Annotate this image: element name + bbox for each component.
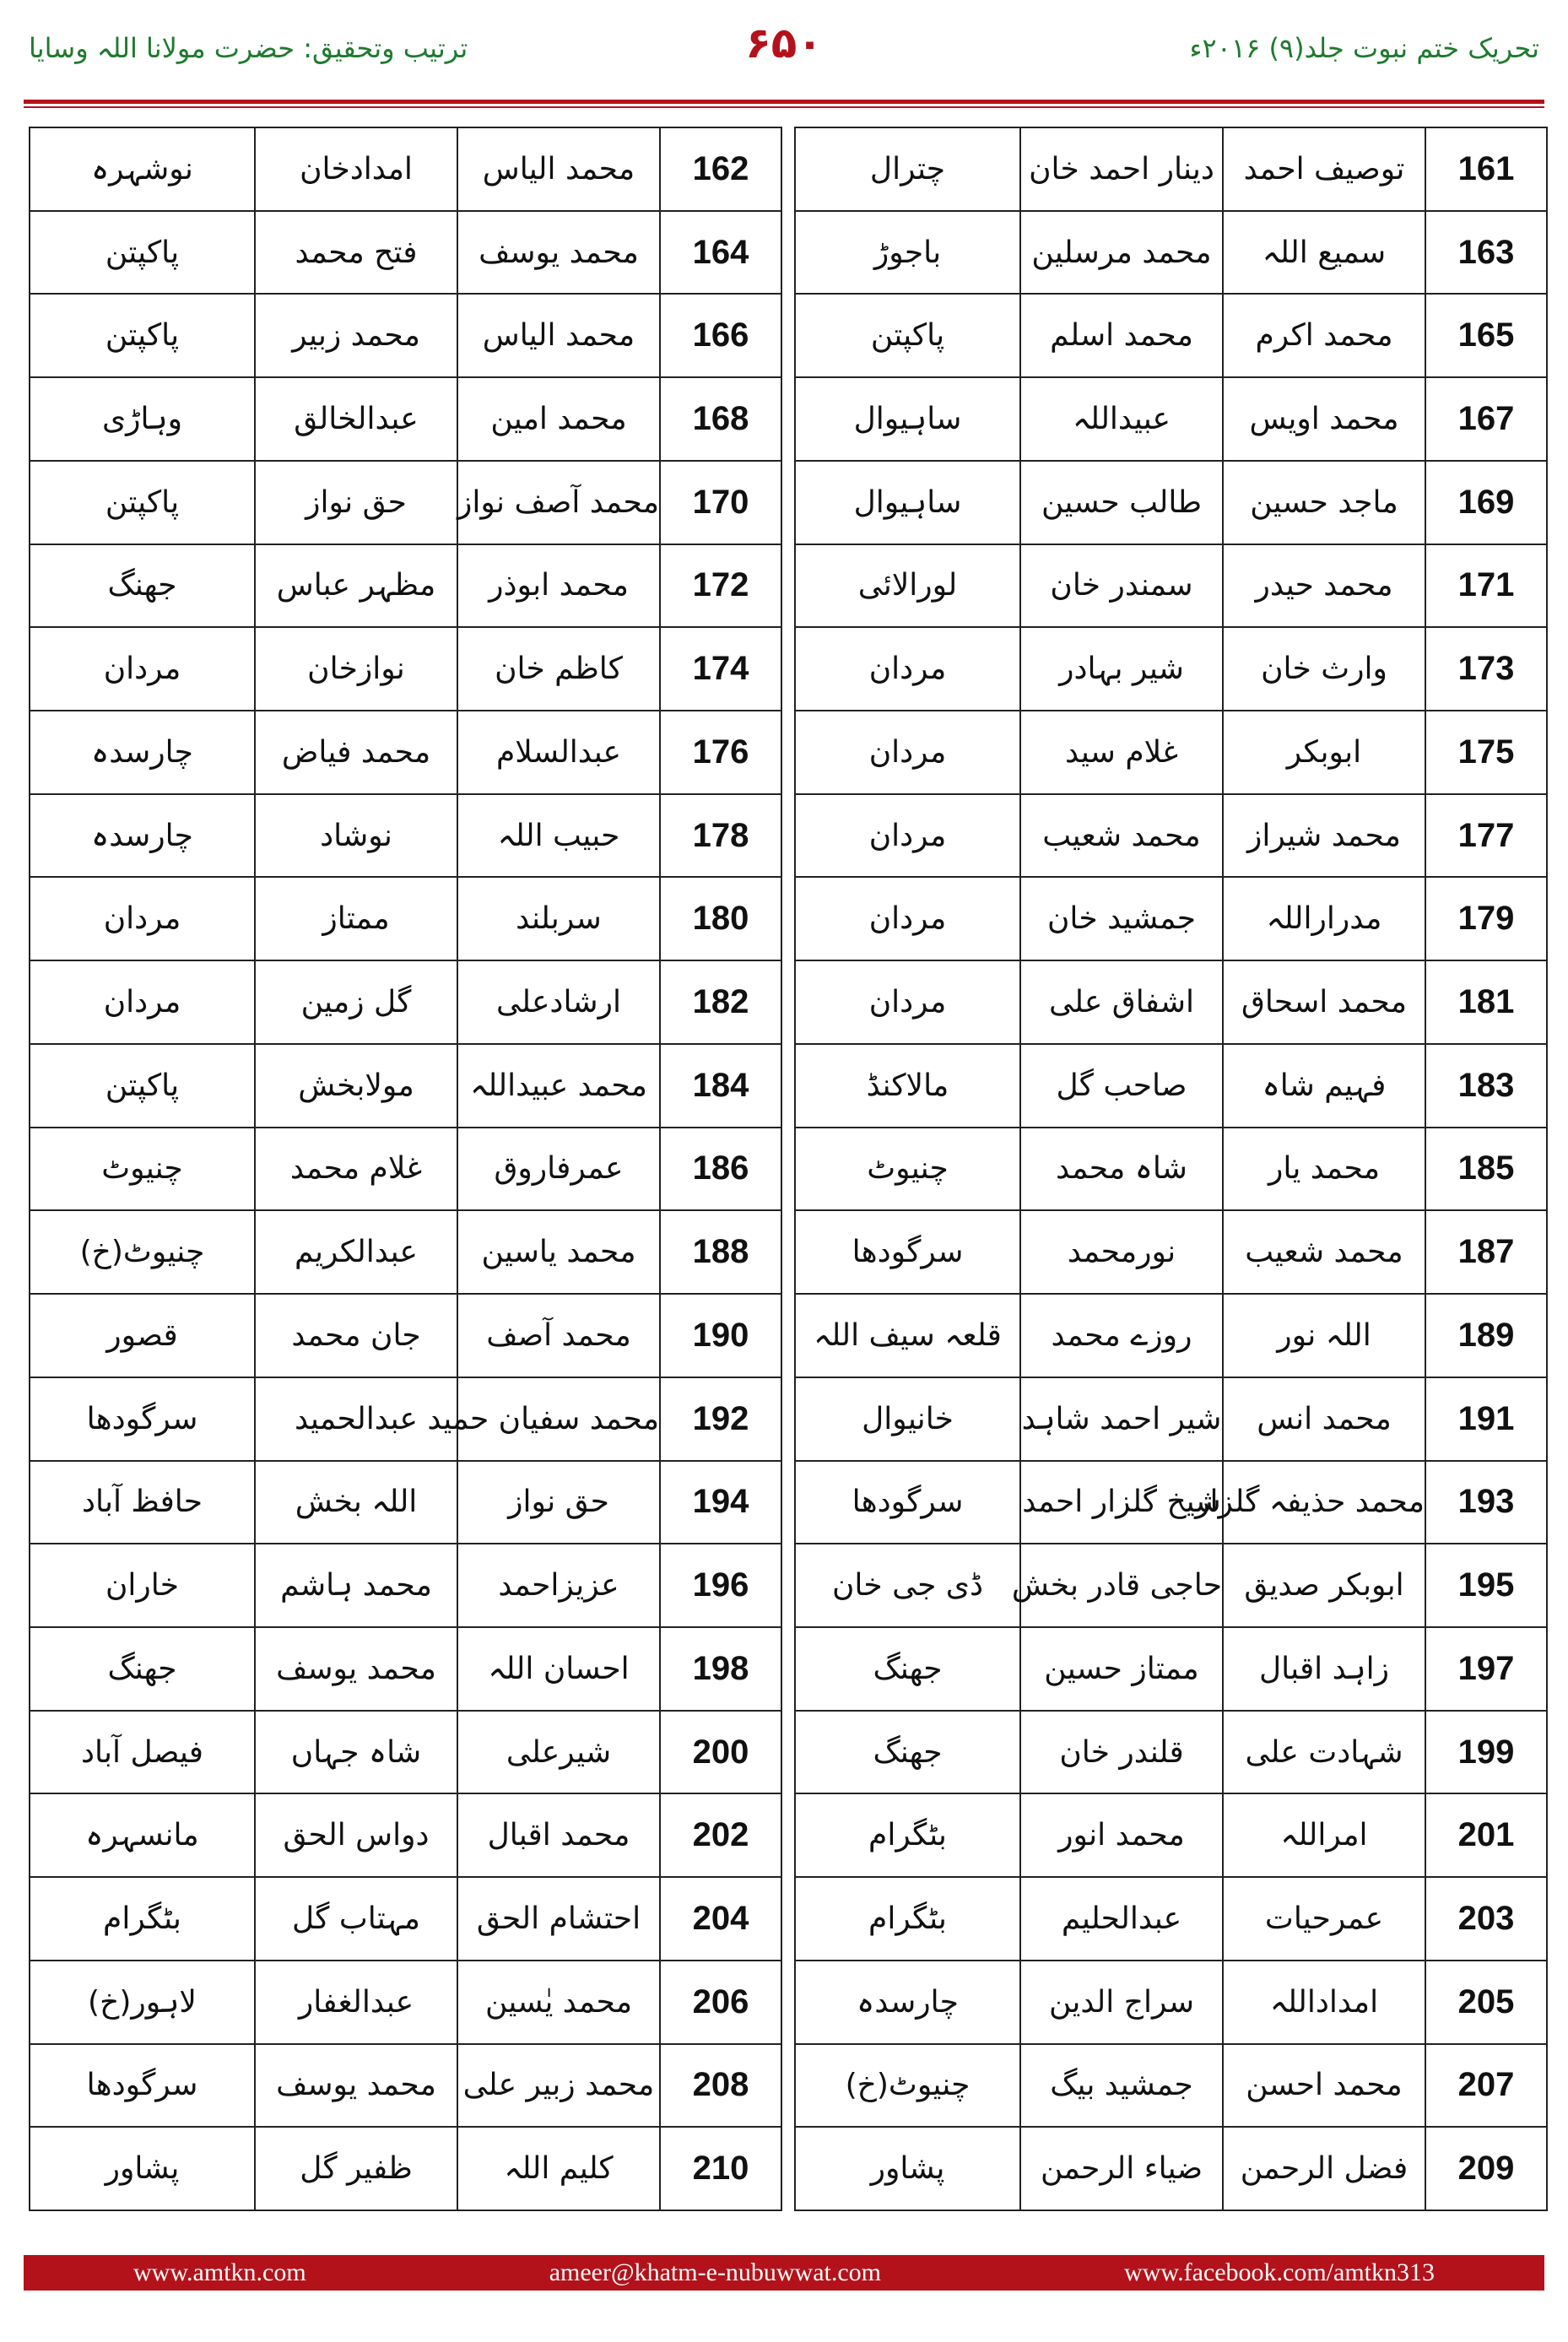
city-cell: چنیوٹ(خ) bbox=[795, 2044, 1020, 2128]
name-cell: محمد ابوذر bbox=[457, 544, 660, 628]
father-name-cell: شاہ محمد bbox=[1020, 1128, 1223, 1211]
serial-number-cell: 178 bbox=[660, 794, 781, 878]
name-cell: محمد اسحاق bbox=[1223, 960, 1425, 1044]
father-name-cell: محمد زبیر bbox=[255, 294, 457, 377]
name-cell: ماجد حسین bbox=[1223, 461, 1425, 544]
table-row bbox=[30, 294, 781, 377]
table-row bbox=[30, 544, 781, 628]
city-cell: سرگودھا bbox=[30, 1377, 255, 1461]
father-name-cell: جمشید بیگ bbox=[1020, 2044, 1223, 2128]
father-name-cell: عبدالغفار bbox=[255, 1961, 457, 2044]
father-name-cell: عبدالحلیم bbox=[1020, 1877, 1223, 1961]
father-name-cell: ضیاء الرحمن bbox=[1020, 2127, 1223, 2210]
serial-number-cell: 168 bbox=[660, 377, 781, 461]
name-cell: فہیم شاہ bbox=[1223, 1044, 1425, 1128]
name-cell: حق نواز bbox=[457, 1461, 660, 1544]
table-row bbox=[795, 1793, 1547, 1877]
father-name-cell: عبیداللہ bbox=[1020, 377, 1223, 461]
table-row bbox=[795, 627, 1547, 711]
left-table-panel bbox=[29, 127, 774, 2211]
table-row bbox=[795, 794, 1547, 878]
table-row bbox=[795, 877, 1547, 960]
table-row bbox=[795, 294, 1547, 377]
table-row bbox=[30, 461, 781, 544]
father-name-cell: شیر بہادر bbox=[1020, 627, 1223, 711]
serial-number-cell: 198 bbox=[660, 1627, 781, 1711]
serial-number-cell: 188 bbox=[660, 1210, 781, 1294]
table-row bbox=[795, 1294, 1547, 1377]
table-row bbox=[30, 1210, 781, 1294]
city-cell: بٹگرام bbox=[795, 1793, 1020, 1877]
father-name-cell: مولابخش bbox=[255, 1044, 457, 1128]
name-cell: کاظم خان bbox=[457, 627, 660, 711]
serial-number-cell: 193 bbox=[1425, 1461, 1547, 1544]
name-cell: عمرفاروق bbox=[457, 1128, 660, 1211]
father-name-cell: محمد انور bbox=[1020, 1793, 1223, 1877]
table-row bbox=[30, 1711, 781, 1794]
names-grid bbox=[29, 127, 1539, 2211]
table-row bbox=[30, 1461, 781, 1544]
city-cell: پاکپتن bbox=[30, 1044, 255, 1128]
father-name-cell: مظہر عباس bbox=[255, 544, 457, 628]
city-cell: مالاکنڈ bbox=[795, 1044, 1020, 1128]
father-name-cell: محمد فیاض bbox=[255, 711, 457, 794]
serial-number-cell: 208 bbox=[660, 2044, 781, 2128]
table-row bbox=[30, 1544, 781, 1627]
father-name-cell: غلام سید bbox=[1020, 711, 1223, 794]
father-name-cell: امدادخان bbox=[255, 127, 457, 211]
table-row bbox=[30, 1044, 781, 1128]
serial-number-cell: 180 bbox=[660, 877, 781, 960]
father-name-cell: اللہ بخش bbox=[255, 1461, 457, 1544]
father-name-cell: نورمحمد bbox=[1020, 1210, 1223, 1294]
serial-number-cell: 205 bbox=[1425, 1961, 1547, 2044]
city-cell: لاہور(خ) bbox=[30, 1961, 255, 2044]
name-cell: محمد اویس bbox=[1223, 377, 1425, 461]
father-name-cell: حاجی قادر بخش bbox=[1020, 1544, 1223, 1627]
father-name-cell: محمد ہاشم bbox=[255, 1544, 457, 1627]
name-cell: وارث خان bbox=[1223, 627, 1425, 711]
serial-number-cell: 195 bbox=[1425, 1544, 1547, 1627]
serial-number-cell: 207 bbox=[1425, 2044, 1547, 2128]
city-cell: سرگودھا bbox=[30, 2044, 255, 2128]
name-cell: محمد یار bbox=[1223, 1128, 1425, 1211]
city-cell: جھنگ bbox=[30, 544, 255, 628]
serial-number-cell: 181 bbox=[1425, 960, 1547, 1044]
city-cell: قلعہ سیف اللہ bbox=[795, 1294, 1020, 1377]
city-cell: بٹگرام bbox=[30, 1877, 255, 1961]
serial-number-cell: 185 bbox=[1425, 1128, 1547, 1211]
father-name-cell: محمد شعیب bbox=[1020, 794, 1223, 878]
city-cell: خاران bbox=[30, 1544, 255, 1627]
city-cell: حافظ آباد bbox=[30, 1461, 255, 1544]
serial-number-cell: 164 bbox=[660, 211, 781, 295]
father-name-cell: عبدالحمید bbox=[255, 1377, 457, 1461]
city-cell: پاکپتن bbox=[30, 461, 255, 544]
serial-number-cell: 166 bbox=[660, 294, 781, 377]
city-cell: پشاور bbox=[795, 2127, 1020, 2210]
serial-number-cell: 171 bbox=[1425, 544, 1547, 628]
right-names-table bbox=[794, 127, 1548, 2211]
city-cell: جھنگ bbox=[795, 1627, 1020, 1711]
name-cell: شیرعلی bbox=[457, 1711, 660, 1794]
table-row bbox=[795, 1544, 1547, 1627]
name-cell: محمد الیاس bbox=[457, 127, 660, 211]
city-cell: باجوڑ bbox=[795, 211, 1020, 295]
city-cell: مردان bbox=[795, 711, 1020, 794]
name-cell: ابوبکر bbox=[1223, 711, 1425, 794]
name-cell: توصیف احمد bbox=[1223, 127, 1425, 211]
father-name-cell: اشفاق علی bbox=[1020, 960, 1223, 1044]
table-row bbox=[795, 1128, 1547, 1211]
name-cell: محمد حیدر bbox=[1223, 544, 1425, 628]
city-cell: قصور bbox=[30, 1294, 255, 1377]
table-row bbox=[795, 2127, 1547, 2210]
book-title: تحریک ختم نبوت جلد(۹) ۲۰۱۶ء bbox=[1189, 32, 1539, 64]
name-cell: محمد امین bbox=[457, 377, 660, 461]
header-rule-thick bbox=[24, 100, 1544, 104]
father-name-cell: حق نواز bbox=[255, 461, 457, 544]
table-row bbox=[30, 127, 781, 211]
city-cell: فیصل آباد bbox=[30, 1711, 255, 1794]
serial-number-cell: 200 bbox=[660, 1711, 781, 1794]
serial-number-cell: 167 bbox=[1425, 377, 1547, 461]
table-row bbox=[795, 1961, 1547, 2044]
city-cell: خانیوال bbox=[795, 1377, 1020, 1461]
serial-number-cell: 184 bbox=[660, 1044, 781, 1128]
father-name-cell: سمندر خان bbox=[1020, 544, 1223, 628]
father-name-cell: عبدالکریم bbox=[255, 1210, 457, 1294]
father-name-cell: محمد اسلم bbox=[1020, 294, 1223, 377]
city-cell: چترال bbox=[795, 127, 1020, 211]
father-name-cell: قلندر خان bbox=[1020, 1711, 1223, 1794]
father-name-cell: شاہ جہاں bbox=[255, 1711, 457, 1794]
father-name-cell: طالب حسین bbox=[1020, 461, 1223, 544]
name-cell: محمد اکرم bbox=[1223, 294, 1425, 377]
father-name-cell: دواس الحق bbox=[255, 1793, 457, 1877]
name-cell: محمد آصف bbox=[457, 1294, 660, 1377]
city-cell: پشاور bbox=[30, 2127, 255, 2210]
name-cell: امراللہ bbox=[1223, 1793, 1425, 1877]
serial-number-cell: 174 bbox=[660, 627, 781, 711]
name-cell: احسان اللہ bbox=[457, 1627, 660, 1711]
table-row bbox=[795, 711, 1547, 794]
website-link[interactable]: www.amtkn.com bbox=[133, 2258, 306, 2286]
father-name-cell: محمد یوسف bbox=[255, 2044, 457, 2128]
serial-number-cell: 197 bbox=[1425, 1627, 1547, 1711]
serial-number-cell: 202 bbox=[660, 1793, 781, 1877]
header-rule-thin bbox=[24, 106, 1544, 108]
father-name-cell: محمد مرسلین bbox=[1020, 211, 1223, 295]
name-cell: محمد سفیان حمید bbox=[457, 1377, 660, 1461]
table-row bbox=[30, 1627, 781, 1711]
city-cell: چارسدہ bbox=[30, 711, 255, 794]
city-cell: وہاڑی bbox=[30, 377, 255, 461]
table-row bbox=[30, 1961, 781, 2044]
serial-number-cell: 190 bbox=[660, 1294, 781, 1377]
serial-number-cell: 186 bbox=[660, 1128, 781, 1211]
table-row bbox=[30, 2127, 781, 2210]
father-name-cell: نوازخان bbox=[255, 627, 457, 711]
serial-number-cell: 162 bbox=[660, 127, 781, 211]
city-cell: مردان bbox=[30, 960, 255, 1044]
city-cell: مردان bbox=[795, 877, 1020, 960]
name-cell: محمد آصف نواز bbox=[457, 461, 660, 544]
city-cell: ڈی جی خان bbox=[795, 1544, 1020, 1627]
page-header bbox=[0, 0, 1568, 105]
name-cell: کلیم اللہ bbox=[457, 2127, 660, 2210]
table-row bbox=[30, 627, 781, 711]
table-row bbox=[795, 127, 1547, 211]
serial-number-cell: 170 bbox=[660, 461, 781, 544]
table-row bbox=[795, 1044, 1547, 1128]
serial-number-cell: 210 bbox=[660, 2127, 781, 2210]
table-row bbox=[30, 960, 781, 1044]
serial-number-cell: 172 bbox=[660, 544, 781, 628]
serial-number-cell: 191 bbox=[1425, 1377, 1547, 1461]
serial-number-cell: 209 bbox=[1425, 2127, 1547, 2210]
father-name-cell: نوشاد bbox=[255, 794, 457, 878]
serial-number-cell: 187 bbox=[1425, 1210, 1547, 1294]
father-name-cell: سراج الدین bbox=[1020, 1961, 1223, 2044]
serial-number-cell: 192 bbox=[660, 1377, 781, 1461]
name-cell: عبدالسلام bbox=[457, 711, 660, 794]
city-cell: جھنگ bbox=[795, 1711, 1020, 1794]
table-row bbox=[795, 1377, 1547, 1461]
city-cell: مردان bbox=[795, 794, 1020, 878]
table-row bbox=[30, 794, 781, 878]
serial-number-cell: 201 bbox=[1425, 1793, 1547, 1877]
compiler-credit: ترتیب وتحقیق: حضرت مولانا اللہ وسایا bbox=[29, 32, 468, 64]
city-cell: پاکپتن bbox=[30, 294, 255, 377]
serial-number-cell: 161 bbox=[1425, 127, 1547, 211]
city-cell: سرگودھا bbox=[795, 1210, 1020, 1294]
father-name-cell: شیر احمد شاہد bbox=[1020, 1377, 1223, 1461]
serial-number-cell: 182 bbox=[660, 960, 781, 1044]
father-name-cell: غلام محمد bbox=[255, 1128, 457, 1211]
table-row bbox=[795, 1210, 1547, 1294]
father-name-cell: ظفیر گل bbox=[255, 2127, 457, 2210]
name-cell: محمد عبیداللہ bbox=[457, 1044, 660, 1128]
serial-number-cell: 169 bbox=[1425, 461, 1547, 544]
serial-number-cell: 199 bbox=[1425, 1711, 1547, 1794]
name-cell: عمرحیات bbox=[1223, 1877, 1425, 1961]
name-cell: سمیع اللہ bbox=[1223, 211, 1425, 295]
father-name-cell: ممتاز حسین bbox=[1020, 1627, 1223, 1711]
name-cell: محمد احسن bbox=[1223, 2044, 1425, 2128]
name-cell: ابوبکر صدیق bbox=[1223, 1544, 1425, 1627]
city-cell: لورالائی bbox=[795, 544, 1020, 628]
serial-number-cell: 163 bbox=[1425, 211, 1547, 295]
serial-number-cell: 165 bbox=[1425, 294, 1547, 377]
city-cell: چنیوٹ bbox=[795, 1128, 1020, 1211]
page-footer bbox=[24, 2255, 1544, 2291]
city-cell: چنیوٹ bbox=[30, 1128, 255, 1211]
serial-number-cell: 179 bbox=[1425, 877, 1547, 960]
city-cell: مردان bbox=[30, 627, 255, 711]
table-row bbox=[795, 211, 1547, 295]
name-cell: محمد حذیفہ گلزار bbox=[1223, 1461, 1425, 1544]
name-cell: زاہد اقبال bbox=[1223, 1627, 1425, 1711]
father-name-cell: ممتاز bbox=[255, 877, 457, 960]
father-name-cell: صاحب گل bbox=[1020, 1044, 1223, 1128]
serial-number-cell: 176 bbox=[660, 711, 781, 794]
father-name-cell: شیخ گلزار احمد bbox=[1020, 1461, 1223, 1544]
city-cell: پاکپتن bbox=[30, 211, 255, 295]
right-table-panel bbox=[794, 127, 1539, 2211]
table-row bbox=[30, 877, 781, 960]
serial-number-cell: 206 bbox=[660, 1961, 781, 2044]
name-cell: محمد یٰسین bbox=[457, 1961, 660, 2044]
father-name-cell: عبدالخالق bbox=[255, 377, 457, 461]
name-cell: محمد اقبال bbox=[457, 1793, 660, 1877]
left-names-table bbox=[29, 127, 782, 2211]
city-cell: مردان bbox=[795, 960, 1020, 1044]
father-name-cell: محمد یوسف bbox=[255, 1627, 457, 1711]
name-cell: عزیزاحمد bbox=[457, 1544, 660, 1627]
city-cell: مردان bbox=[795, 627, 1020, 711]
serial-number-cell: 189 bbox=[1425, 1294, 1547, 1377]
serial-number-cell: 196 bbox=[660, 1544, 781, 1627]
serial-number-cell: 194 bbox=[660, 1461, 781, 1544]
father-name-cell: جان محمد bbox=[255, 1294, 457, 1377]
table-row bbox=[795, 2044, 1547, 2128]
table-row bbox=[30, 1294, 781, 1377]
table-row bbox=[30, 1377, 781, 1461]
name-cell: محمد انس bbox=[1223, 1377, 1425, 1461]
table-row bbox=[30, 377, 781, 461]
table-row bbox=[30, 2044, 781, 2128]
father-name-cell: روزے محمد bbox=[1020, 1294, 1223, 1377]
name-cell: محمد زبیر علی bbox=[457, 2044, 660, 2128]
page-number: ۶۵۰ bbox=[745, 19, 823, 68]
table-row bbox=[30, 1877, 781, 1961]
name-cell: محمد شیراز bbox=[1223, 794, 1425, 878]
serial-number-cell: 183 bbox=[1425, 1044, 1547, 1128]
table-row bbox=[30, 211, 781, 295]
name-cell: مدراراللہ bbox=[1223, 877, 1425, 960]
city-cell: نوشہرہ bbox=[30, 127, 255, 211]
name-cell: شہادت علی bbox=[1223, 1711, 1425, 1794]
serial-number-cell: 173 bbox=[1425, 627, 1547, 711]
table-row bbox=[795, 1627, 1547, 1711]
table-row bbox=[30, 1128, 781, 1211]
table-row bbox=[30, 1793, 781, 1877]
name-cell: محمد یوسف bbox=[457, 211, 660, 295]
father-name-cell: فتح محمد bbox=[255, 211, 457, 295]
table-row bbox=[795, 960, 1547, 1044]
name-cell: سربلند bbox=[457, 877, 660, 960]
city-cell: بٹگرام bbox=[795, 1877, 1020, 1961]
city-cell: جھنگ bbox=[30, 1627, 255, 1711]
name-cell: احتشام الحق bbox=[457, 1877, 660, 1961]
city-cell: سرگودھا bbox=[795, 1461, 1020, 1544]
serial-number-cell: 204 bbox=[660, 1877, 781, 1961]
city-cell: مردان bbox=[30, 877, 255, 960]
father-name-cell: گل زمین bbox=[255, 960, 457, 1044]
table-row bbox=[795, 1461, 1547, 1544]
city-cell: مانسہرہ bbox=[30, 1793, 255, 1877]
serial-number-cell: 203 bbox=[1425, 1877, 1547, 1961]
name-cell: ارشادعلی bbox=[457, 960, 660, 1044]
name-cell: محمد الیاس bbox=[457, 294, 660, 377]
table-row bbox=[795, 1877, 1547, 1961]
name-cell: اللہ نور bbox=[1223, 1294, 1425, 1377]
name-cell: امداداللہ bbox=[1223, 1961, 1425, 2044]
table-row bbox=[795, 377, 1547, 461]
name-cell: حبیب اللہ bbox=[457, 794, 660, 878]
name-cell: محمد یاسین bbox=[457, 1210, 660, 1294]
father-name-cell: دینار احمد خان bbox=[1020, 127, 1223, 211]
name-cell: فضل الرحمن bbox=[1223, 2127, 1425, 2210]
table-row bbox=[795, 461, 1547, 544]
table-row bbox=[795, 544, 1547, 628]
name-cell: محمد شعیب bbox=[1223, 1210, 1425, 1294]
city-cell: ساہیوال bbox=[795, 377, 1020, 461]
city-cell: چارسدہ bbox=[30, 794, 255, 878]
table-row bbox=[30, 711, 781, 794]
table-row bbox=[795, 1711, 1547, 1794]
city-cell: پاکپتن bbox=[795, 294, 1020, 377]
email-link[interactable]: ameer@khatm-e-nubuwwat.com bbox=[549, 2258, 882, 2286]
facebook-link[interactable]: www.facebook.com/amtkn313 bbox=[1124, 2258, 1435, 2286]
city-cell: چارسدہ bbox=[795, 1961, 1020, 2044]
serial-number-cell: 175 bbox=[1425, 711, 1547, 794]
father-name-cell: جمشید خان bbox=[1020, 877, 1223, 960]
serial-number-cell: 177 bbox=[1425, 794, 1547, 878]
father-name-cell: مہتاب گل bbox=[255, 1877, 457, 1961]
city-cell: ساہیوال bbox=[795, 461, 1020, 544]
city-cell: چنیوٹ(خ) bbox=[30, 1210, 255, 1294]
